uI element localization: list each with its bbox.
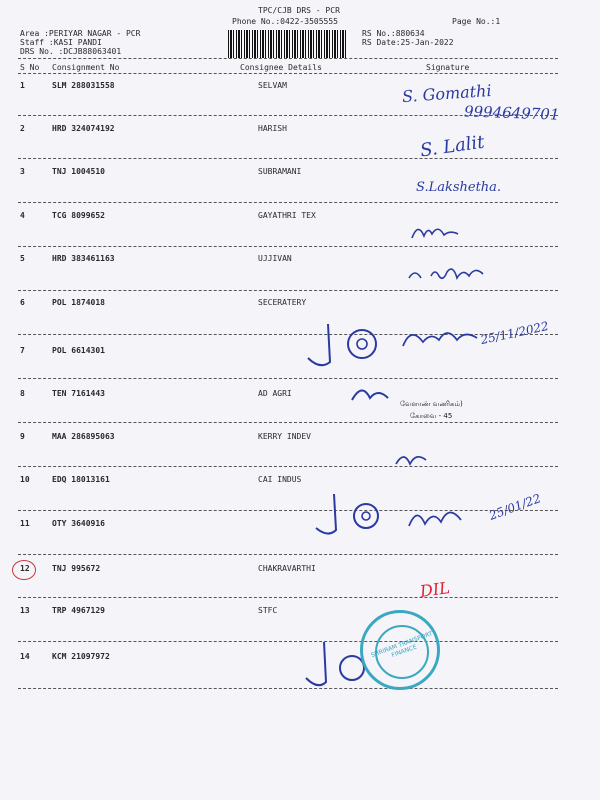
row-divider (18, 422, 558, 423)
row-sno: 14 (20, 652, 30, 661)
row-divider (18, 202, 558, 203)
row-consignee: STFC (258, 606, 278, 615)
stamp-row-8-line2: கோவை - 45 (410, 412, 453, 420)
drs-number: DRS No. :DCJB88063401 (20, 47, 122, 56)
signature-row-9 (392, 446, 432, 472)
row-consignment: TNJ 1004510 (52, 167, 105, 176)
row-consignment: TNJ 995672 (52, 564, 101, 573)
jo-mark-row-6 (300, 318, 400, 378)
staff-label: Staff :KASI PANDI (20, 38, 102, 47)
row-divider (18, 378, 558, 379)
col-header-consignment: Consignment No (52, 63, 120, 72)
seal-text: SHRIRAM TRANSPORT FINANCE (370, 630, 434, 660)
row-divider (18, 290, 558, 291)
signature-row-4 (410, 220, 470, 245)
row-divider (18, 641, 558, 642)
row-sno: 5 (20, 254, 25, 263)
row-divider (18, 597, 558, 598)
col-header-sno: S No (20, 63, 40, 72)
row-sno: 8 (20, 389, 25, 398)
signature-row-11 (405, 500, 485, 540)
company-seal (360, 610, 440, 690)
row-sno: 7 (20, 346, 25, 355)
row-sno: 10 (20, 475, 30, 484)
signature-row-1-phone: 9994649701 (463, 102, 560, 124)
signature-row-3: S.Lakshetha. (416, 180, 502, 195)
col-header-consignee: Consignee Details (240, 63, 322, 72)
row-sno: 4 (20, 211, 25, 220)
signature-row-11-date: 25/01/22 (487, 491, 543, 523)
row-consignment: MAA 286895063 (52, 432, 115, 441)
row-consignee: SUBRAMANI (258, 167, 302, 176)
row-sno: 11 (20, 519, 30, 528)
row-consignee: UJJIVAN (258, 254, 292, 263)
row-consignment: TRP 4967129 (52, 606, 105, 615)
row-divider (18, 688, 558, 689)
row-consignment: TCG 8099652 (52, 211, 105, 220)
divider (18, 58, 558, 59)
signature-row-6-date: 25/11/2022 (479, 318, 550, 348)
row-consignee: HARISH (258, 124, 287, 133)
row-divider (18, 246, 558, 247)
row-consignee: AD AGRI (258, 389, 292, 398)
col-header-signature: Signature (426, 63, 470, 72)
row-sno: 2 (20, 124, 25, 133)
row-consignment: HRD 383461163 (52, 254, 115, 263)
row-consignee: GAYATHRI TEX (258, 211, 316, 220)
row-consignee: SECERATERY (258, 298, 307, 307)
dil-annotation: DIL (418, 578, 451, 601)
row-consignment: KCM 21097972 (52, 652, 110, 661)
row-divider (18, 466, 558, 467)
signature-row-1: S. Gomathi (401, 80, 493, 107)
row-consignment: SLM 288031558 (52, 81, 115, 90)
jo-mark-row-10 (310, 490, 390, 550)
row-sno: 6 (20, 298, 25, 307)
rs-number: RS No.:880634 (362, 29, 425, 38)
row-sno: 13 (20, 606, 30, 615)
stamp-row-8-line1: வேளாண் வணிகம்) (400, 400, 463, 408)
phone-number: Phone No.:0422-3505555 (232, 17, 338, 26)
row-sno: 9 (20, 432, 25, 441)
row-consignment: OTY 3640916 (52, 519, 105, 528)
row-consignee: CAI INDUS (258, 475, 302, 484)
signature-row-2: S. Lalit (418, 131, 486, 162)
row-consignee: CHAKRAVARTHI (258, 564, 316, 573)
row-divider (18, 158, 558, 159)
divider (18, 73, 558, 74)
signature-row-8 (348, 380, 398, 410)
row-consignment: POL 1874018 (52, 298, 105, 307)
signature-row-5 (405, 258, 495, 288)
row-divider (18, 554, 558, 555)
barcode (228, 30, 348, 58)
row-sno: 1 (20, 81, 25, 90)
area-label: Area :PERIYAR NAGAR - PCR (20, 29, 141, 38)
rs-date: RS Date:25-Jan-2022 (362, 38, 454, 47)
row-consignment: POL 6614301 (52, 346, 105, 355)
row-consignment: HRD 324074192 (52, 124, 115, 133)
row-consignment: EDQ 18013161 (52, 475, 110, 484)
row-consignee: SELVAM (258, 81, 287, 90)
page-number: Page No.:1 (452, 17, 501, 26)
row-consignee: KERRY INDEV (258, 432, 311, 441)
row-consignment: TEN 7161443 (52, 389, 105, 398)
row-sno: 12 (20, 564, 30, 573)
row-sno: 3 (20, 167, 25, 176)
report-title: TPC/CJB DRS - PCR (258, 6, 340, 15)
